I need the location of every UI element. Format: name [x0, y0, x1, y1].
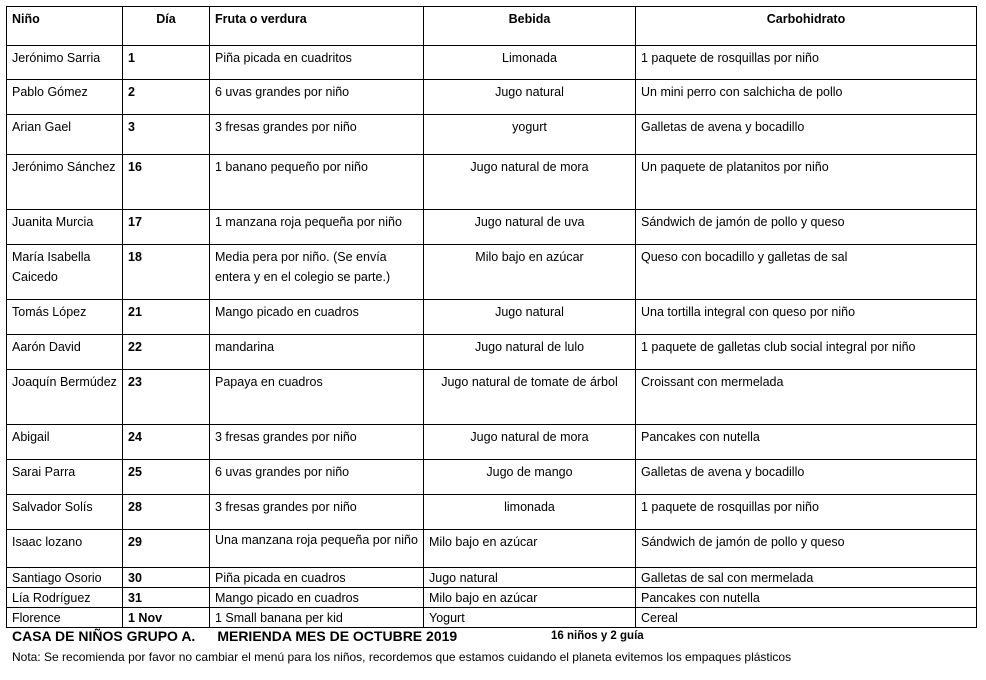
cell-bebida: Jugo natural de tomate de árbol [424, 370, 636, 425]
snack-menu-table [6, 6, 977, 628]
cell-bebida: Jugo de mango [424, 460, 636, 495]
cell-fruta: Piña picada en cuadros [210, 568, 424, 588]
table-row [7, 46, 977, 80]
cell-bebida: Jugo natural de uva [424, 210, 636, 245]
cell-fruta: 6 uvas grandes por niño [210, 460, 424, 495]
table-row [7, 80, 977, 115]
cell-bebida: Yogurt [424, 608, 636, 628]
header-carbohidrato: Carbohidrato [636, 7, 977, 46]
cell-bebida: yogurt [424, 115, 636, 155]
cell-fruta: Piña picada en cuadritos [210, 46, 424, 80]
document-title [12, 628, 457, 644]
cell-carbohidrato: Sándwich de jamón de pollo y queso [636, 530, 977, 568]
header-bebida: Bebida [424, 7, 636, 46]
cell-dia: 16 [123, 155, 210, 210]
cell-dia: 28 [123, 495, 210, 530]
cell-carbohidrato: Cereal [636, 608, 977, 628]
cell-carbohidrato: Pancakes con nutella [636, 425, 977, 460]
table-row [7, 568, 977, 588]
cell-fruta: 3 fresas grandes por niño [210, 495, 424, 530]
table-row [7, 425, 977, 460]
cell-bebida: Milo bajo en azúcar [424, 588, 636, 608]
cell-bebida: Milo bajo en azúcar [424, 245, 636, 300]
table-row [7, 115, 977, 155]
cell-nino: Jerónimo Sánchez [7, 155, 123, 210]
cell-nino: Santiago Osorio [7, 568, 123, 588]
cell-carbohidrato: 1 paquete de rosquillas por niño [636, 495, 977, 530]
table-row [7, 460, 977, 495]
cell-fruta: 6 uvas grandes por niño [210, 80, 424, 115]
header-row [7, 7, 977, 46]
cell-fruta: 1 manzana roja pequeña por niño [210, 210, 424, 245]
header-dia: Día [123, 7, 210, 46]
cell-dia: 17 [123, 210, 210, 245]
group-name: CASA DE NIÑOS GRUPO A. [12, 628, 196, 644]
cell-nino: Jerónimo Sarria [7, 46, 123, 80]
cell-dia: 29 [123, 530, 210, 568]
cell-carbohidrato: Galletas de avena y bocadillo [636, 460, 977, 495]
cell-nino: Juanita Murcia [7, 210, 123, 245]
cell-dia: 21 [123, 300, 210, 335]
table-row [7, 588, 977, 608]
cell-fruta: mandarina [210, 335, 424, 370]
header-fruta: Fruta o verdura [210, 7, 424, 46]
cell-dia: 2 [123, 80, 210, 115]
menu-title: MERIENDA MES DE OCTUBRE 2019 [217, 628, 458, 644]
cell-carbohidrato: Galletas de avena y bocadillo [636, 115, 977, 155]
cell-carbohidrato: 1 paquete de galletas club social integral por niño [636, 335, 977, 370]
cell-bebida: Jugo natural [424, 300, 636, 335]
cell-carbohidrato: Un mini perro con salchicha de pollo [636, 80, 977, 115]
cell-carbohidrato: Una tortilla integral con queso por niño [636, 300, 977, 335]
cell-nino: Aarón David [7, 335, 123, 370]
table-row [7, 370, 977, 425]
cell-nino: Isaac lozano [7, 530, 123, 568]
cell-nino: Pablo Gómez [7, 80, 123, 115]
cell-dia: 24 [123, 425, 210, 460]
table-row [7, 530, 977, 568]
cell-nino: Florence [7, 608, 123, 628]
cell-nino: Lía Rodríguez [7, 588, 123, 608]
group-count: 16 niños y 2 guía [551, 630, 644, 642]
cell-nino: María Isabella Caicedo [7, 245, 123, 300]
table-row [7, 300, 977, 335]
cell-nino: Salvador Solís [7, 495, 123, 530]
cell-carbohidrato: 1 paquete de rosquillas por niño [636, 46, 977, 80]
table-row [7, 210, 977, 245]
cell-bebida: Jugo natural de mora [424, 155, 636, 210]
cell-dia: 1 [123, 46, 210, 80]
table-row [7, 155, 977, 210]
cell-fruta: 3 fresas grandes por niño [210, 115, 424, 155]
header-nino: Niño [7, 7, 123, 46]
cell-bebida: Milo bajo en azúcar [424, 530, 636, 568]
table-row [7, 335, 977, 370]
cell-dia: 3 [123, 115, 210, 155]
cell-dia: 31 [123, 588, 210, 608]
table-row [7, 245, 977, 300]
cell-fruta: 1 banano pequeño por niño [210, 155, 424, 210]
cell-bebida: Jugo natural [424, 568, 636, 588]
cell-nino: Arian Gael [7, 115, 123, 155]
cell-bebida: Jugo natural de lulo [424, 335, 636, 370]
cell-fruta: Una manzana roja pequeña por niño [210, 530, 424, 568]
cell-carbohidrato: Galletas de sal con mermelada [636, 568, 977, 588]
cell-bebida: Jugo natural de mora [424, 425, 636, 460]
cell-dia: 25 [123, 460, 210, 495]
cell-carbohidrato: Pancakes con nutella [636, 588, 977, 608]
cell-nino: Sarai Parra [7, 460, 123, 495]
cell-nino: Joaquín Bermúdez [7, 370, 123, 425]
cell-carbohidrato: Croissant con mermelada [636, 370, 977, 425]
cell-fruta: Mango picado en cuadros [210, 588, 424, 608]
cell-carbohidrato: Queso con bocadillo y galletas de sal [636, 245, 977, 300]
cell-bebida: Limonada [424, 46, 636, 80]
table-row [7, 495, 977, 530]
footer-note: Nota: Se recomienda por favor no cambiar el menú para los niños, recordemos que estamos cuidando el planeta evitemos los empaques plásticos [12, 650, 792, 664]
cell-bebida: Jugo natural [424, 80, 636, 115]
cell-carbohidrato: Un paquete de platanitos por niño [636, 155, 977, 210]
cell-dia: 1 Nov [123, 608, 210, 628]
cell-dia: 22 [123, 335, 210, 370]
cell-fruta: Mango picado en cuadros [210, 300, 424, 335]
cell-bebida: limonada [424, 495, 636, 530]
cell-fruta: 1 Small banana per kid [210, 608, 424, 628]
cell-carbohidrato: Sándwich de jamón de pollo y queso [636, 210, 977, 245]
cell-fruta: 3 fresas grandes por niño [210, 425, 424, 460]
cell-nino: Tomás López [7, 300, 123, 335]
cell-dia: 18 [123, 245, 210, 300]
cell-fruta: Papaya en cuadros [210, 370, 424, 425]
cell-fruta: Media pera por niño. (Se envía entera y en el colegio se parte.) [210, 245, 424, 300]
cell-dia: 30 [123, 568, 210, 588]
cell-dia: 23 [123, 370, 210, 425]
cell-nino: Abigail [7, 425, 123, 460]
table-row [7, 608, 977, 628]
